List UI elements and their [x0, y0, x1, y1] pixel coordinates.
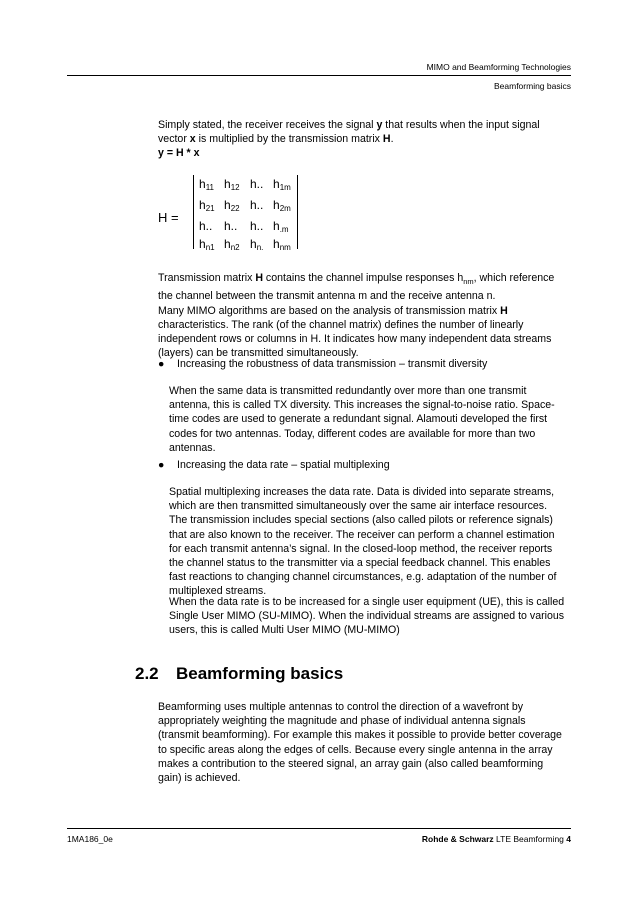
matrix-cell: $h_{12}$: [224, 177, 240, 192]
matrix-cell: $h_{2m}$: [273, 198, 291, 213]
matrix-cell: $h_{21}$: [199, 198, 215, 213]
matrix-cell: h..: [224, 219, 238, 233]
transmission-paragraph: Transmission matrix H contains the channel impulse responses $h_{nm}$, which reference the channel between the transmit antenna m and the receive antenna n. Many MIMO algorithms are based on the analysis of transmission matrix H characteristics. The rank (of the channel matrix) defines the number of linearly independent rows or columns in H. It indicates how many independent data streams (layers) can be transmitted simultaneously.: [158, 272, 555, 360]
matrix-cell: h..: [250, 219, 264, 233]
intro-paragraph: Simply stated, the receiver receives the signal y that results when the input signal vector x is multiplied by the transmission matrix H.: [158, 119, 540, 146]
section-number: 2.2: [135, 664, 159, 683]
bullet-paragraph: When the same data is transmitted redundantly over more than one transmit antenna, this is called TX diversity. This increases the signal-to-noise ratio. Space-time codes are used to generate a redundant signal. Alamouti developed the first codes for two antennas. Today, different codes are available for more than two antennas.: [169, 385, 555, 454]
bullet-paragraph: When the data rate is to be increased for a single user equipment (UE), this is called Single User MIMO (SU-MIMO). When the individual streams are assigned to various users, this is called Multi User MIMO (MU-MIMO): [169, 596, 565, 637]
matrix-cell: $h_{n2}$: [224, 237, 240, 252]
bullet-marker: ●: [158, 459, 165, 471]
matrix-cell: $h_{n.}$: [250, 237, 264, 252]
matrix-cell: h..: [250, 177, 264, 191]
matrix-cell: $h_{11}$: [199, 177, 214, 192]
matrix-label: H =: [158, 210, 179, 225]
footer-rule: [67, 828, 571, 829]
matrix-left-bracket: [193, 175, 198, 249]
footer-doc-title: LTE Beamforming: [493, 834, 567, 844]
bullet-paragraph: Spatial multiplexing increases the data rate. Data is divided into separate streams, which are then transmitted simultaneously over the same air interface resources. The transmission includes special sections (also called pilots or reference signals) that are also known to the receiver. The receiver can perform a channel estimation for each transmit antenna’s signal. In the closed-loop method, the receiver reports the channel status to the transmitter via a special feedback channel. This enables fast reactions to changing channel circumstances, e.g. adaptation of the number of multiplexed streams.: [169, 486, 557, 598]
matrix-cell: $h_{n1}$: [199, 237, 215, 252]
matrix-cell: $h_{.m}$: [273, 219, 289, 234]
bullet-title: Increasing the data rate – spatial multiplexing: [177, 459, 390, 471]
matrix-cell: h..: [199, 219, 213, 233]
header-title: MIMO and Beamforming Technologies: [426, 62, 571, 72]
section-paragraph: Beamforming uses multiple antennas to control the direction of a wavefront by appropriately weighting the magnitude and phase of individual antenna signals (transmit beamforming). For example this makes it possible to provide better coverage to specific areas along the edges of cells. Because every single antenna in the array makes a contribution to the steered signal, an array gain (also called beamforming gain) is achieved.: [158, 701, 562, 785]
section-title: Beamforming basics: [176, 664, 344, 683]
matrix-cell: $h_{nm}$: [273, 237, 291, 252]
footer-company: Rohde & Schwarz: [421, 834, 494, 844]
footer-right: [422, 834, 571, 844]
bullet-title: Increasing the robustness of data transmission – transmit diversity: [177, 358, 488, 370]
bullet-marker: ●: [158, 358, 165, 370]
equation: y = H * x: [158, 147, 200, 159]
page-number: 4: [566, 834, 571, 844]
header-rule: [67, 75, 571, 76]
matrix-cell: $h_{1m}$: [273, 177, 291, 192]
transmission-matrix: [193, 173, 298, 251]
matrix-right-bracket: [293, 175, 298, 249]
matrix-cell: h..: [250, 198, 264, 212]
footer-doc-id: 1MA186_0e: [67, 834, 113, 844]
matrix-cell: $h_{22}$: [224, 198, 240, 213]
header-subtitle: Beamforming basics: [493, 81, 571, 91]
